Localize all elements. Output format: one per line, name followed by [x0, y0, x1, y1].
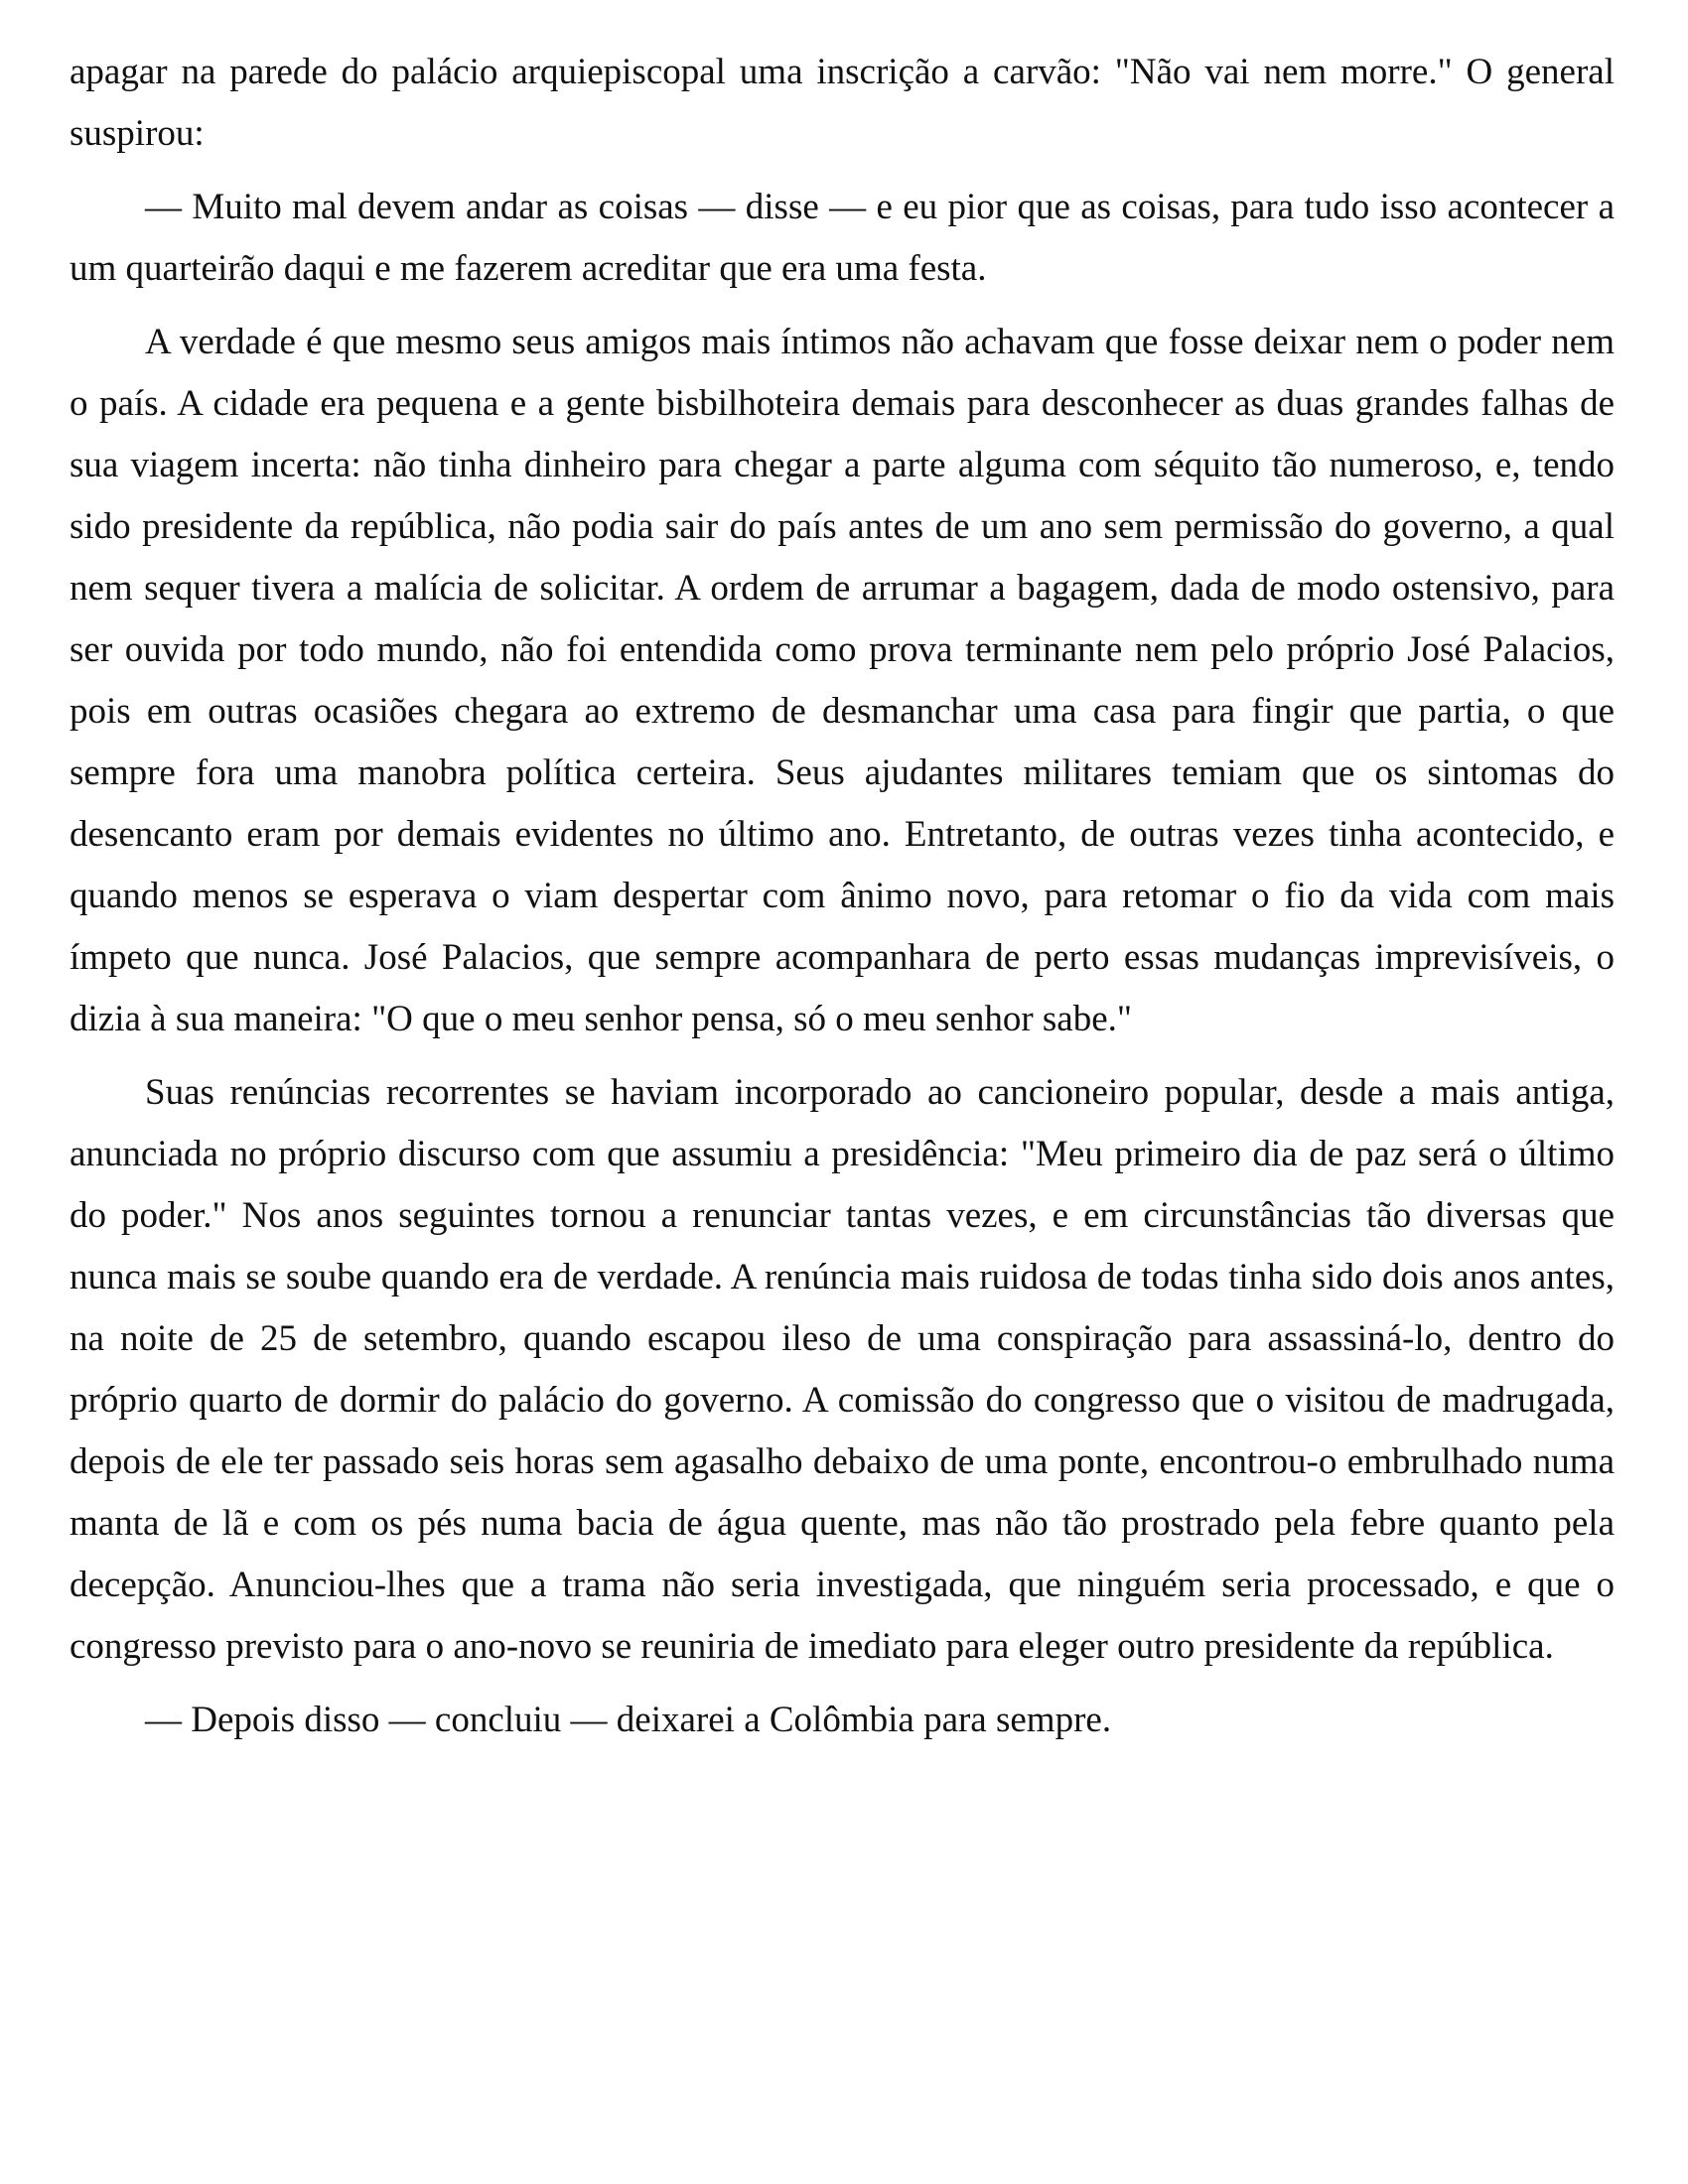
- book-page: [70, 42, 1615, 1763]
- paragraph-narrative-resignations: Suas renúncias recorrentes se haviam incorporado ao cancioneiro popular, desde a mais antiga, anunciada no próprio discurso com que assumiu a presidência: "Meu primeiro dia de paz será o último do poder." Nos anos seguintes tornou a renunciar tantas vezes, e em circunstâncias tão diversas que nunca mais se soube quando era de verdade. A renúncia mais ruidosa de todas tinha sido dois anos antes, na noite de 25 de setembro, quando escapou ileso de uma conspiração para assassiná-lo, dentro do próprio quarto de dormir do palácio do governo. A comissão do congresso que o visitou de madrugada, depois de ele ter passado seis horas sem agasalho debaixo de uma ponte, encontrou-o embrulhado numa manta de lã e com os pés numa bacia de água quente, mas não tão prostrado pela febre quanto pela decepção. Anunciou-lhes que a trama não seria investigada, que ninguém seria processado, e que o congresso previsto para o ano-novo se reuniria de imediato para eleger outro presidente da república.: [70, 1072, 1615, 1667]
- paragraph-continuation: apagar na parede do palácio arquiepiscopal uma inscrição a carvão: "Não vai nem morre." O general suspirou:: [70, 52, 1615, 154]
- paragraph-narrative-friends: A verdade é que mesmo seus amigos mais íntimos não achavam que fosse deixar nem o poder nem o país. A cidade era pequena e a gente bisbilhoteira demais para desconhecer as duas grandes falhas de sua viagem incerta: não tinha dinheiro para chegar a parte alguma com séquito tão numeroso, e, tendo sido presidente da república, não podia sair do país antes de um ano sem permissão do governo, a qual nem sequer tivera a malícia de solicitar. A ordem de arrumar a bagagem, dada de modo ostensivo, para ser ouvida por todo mundo, não foi entendida como prova terminante nem pelo próprio José Palacios, pois em outras ocasiões chegara ao extremo de desmanchar uma casa para fingir que partia, o que sempre fora uma manobra política certeira. Seus ajudantes militares temiam que os sintomas do desencanto eram por demais evidentes no último ano. Entretanto, de outras vezes tinha acontecido, e quando menos se esperava o viam despertar com ânimo novo, para retomar o fio da vida com mais ímpeto que nunca. José Palacios, que sempre acompanhara de perto essas mudanças imprevisíveis, o dizia à sua maneira: "O que o meu senhor pensa, só o meu senhor sabe.": [70, 322, 1615, 1039]
- paragraph-dialogue-conclusion: — Depois disso — concluiu — deixarei a Colômbia para sempre.: [145, 1700, 1112, 1740]
- paragraph-dialogue-general: — Muito mal devem andar as coisas — disse — e eu pior que as coisas, para tudo isso acontecer a um quarteirão daqui e me fazerem acreditar que era uma festa.: [70, 187, 1615, 289]
